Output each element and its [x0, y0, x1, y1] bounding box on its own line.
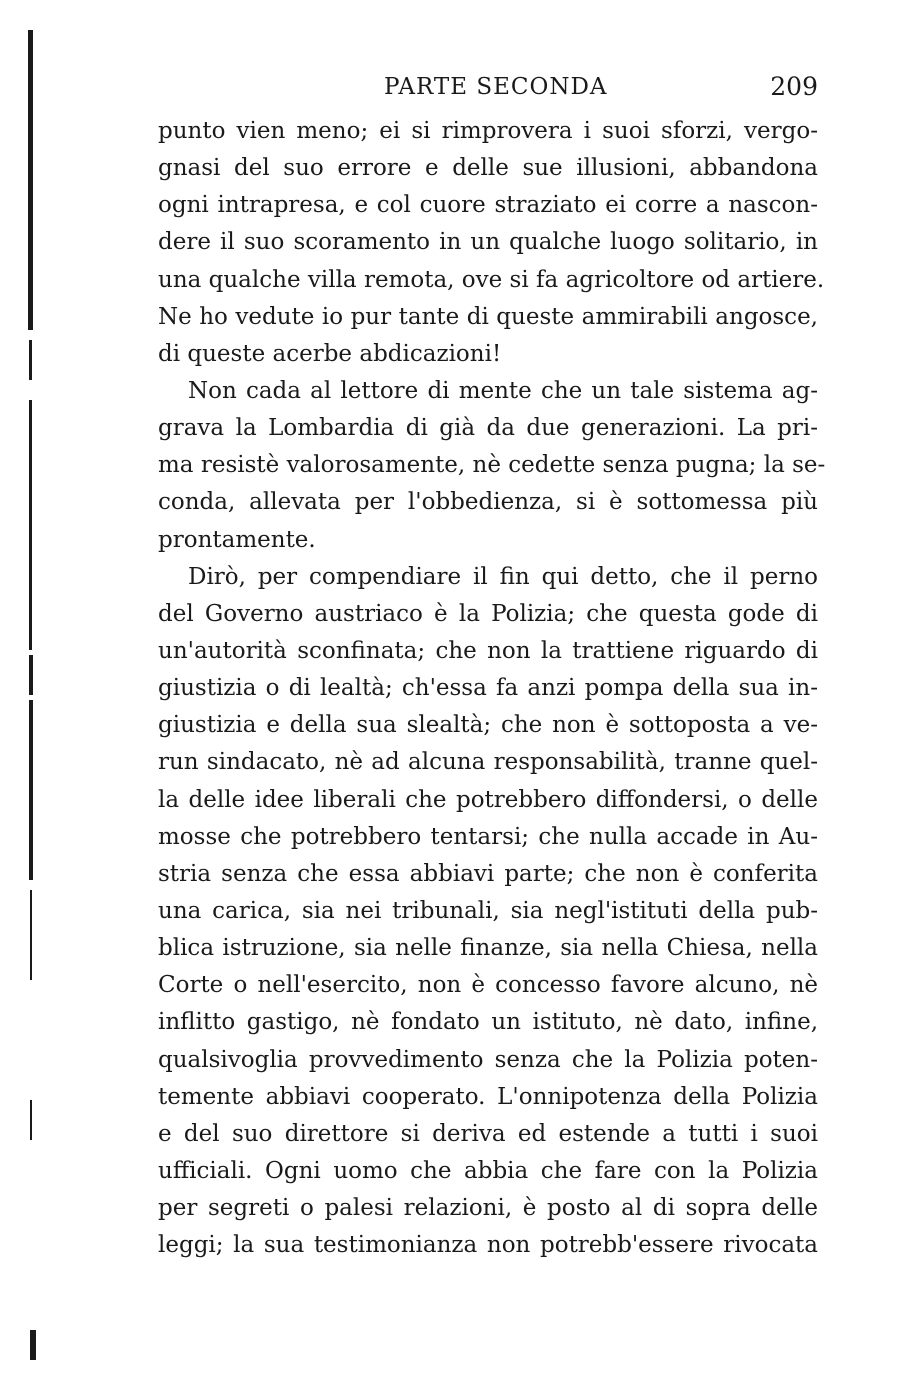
text-line: di queste acerbe abdicazioni!	[158, 340, 502, 367]
text-line: prontamente.	[158, 526, 316, 553]
text-line: gnasi del suo errore e delle sue illusioni, abbandona	[158, 155, 818, 182]
running-title: PARTE SECONDA	[384, 74, 608, 100]
text-line: Corte o nell'esercito, non è concesso favore alcuno, nè	[158, 972, 818, 999]
page-number: 209	[770, 72, 818, 101]
running-head	[158, 70, 818, 110]
text-line: Dirò, per compendiare il fin qui detto, che il perno	[188, 563, 818, 590]
text-line: e del suo direttore si deriva ed estende a tutti i suoi	[158, 1120, 818, 1147]
paragraph-1	[158, 113, 825, 373]
text-line: punto vien meno; ei si rimprovera i suoi sforzi, vergo-	[158, 118, 818, 144]
text-line: blica istruzione, sia nelle finanze, sia nella Chiesa, nella	[158, 935, 818, 962]
text-line: grava la Lombardia di già da due generazioni. La pri-	[158, 415, 818, 442]
text-line: una carica, sia nei tribunali, sia negl'istituti della pub-	[158, 897, 818, 924]
text-line: mosse che potrebbero tentarsi; che nulla accade in Au-	[158, 823, 818, 850]
paragraph-3	[158, 559, 818, 1265]
text-line: stria senza che essa abbiavi parte; che non è conferita	[158, 860, 818, 887]
text-line: Ne ho vedute io pur tante di queste ammirabili angosce,	[158, 303, 818, 330]
text-line: run sindacato, nè ad alcuna responsabilità, tranne quel-	[158, 749, 818, 776]
text-line: ma resistè valorosamente, nè cedette senza pugna; la se-	[158, 452, 826, 479]
text-line: qualsivoglia provvedimento senza che la Polizia poten-	[158, 1046, 818, 1073]
text-line: inflitto gastigo, nè fondato un istituto, nè dato, infine,	[158, 1009, 818, 1036]
text-line: giustizia e della sua slealtà; che non è sottoposta a ve-	[158, 712, 818, 739]
text-line: del Governo austriaco è la Polizia; che questa gode di	[158, 600, 818, 627]
text-line: la delle idee liberali che potrebbero diffondersi, o delle	[158, 786, 818, 813]
text-line: ufficiali. Ogni uomo che abbia che fare con la Polizia	[158, 1157, 818, 1184]
text-line: per segreti o palesi relazioni, è posto al di sopra delle	[158, 1195, 818, 1222]
paragraph-2	[158, 373, 826, 559]
text-line: conda, allevata per l'obbedienza, si è sottomessa più	[158, 489, 818, 516]
text-line: una qualche villa remota, ove si fa agricoltore od artiere.	[158, 266, 825, 293]
text-line: temente abbiavi cooperato. L'onnipotenza della Polizia	[158, 1083, 818, 1110]
body-text	[158, 113, 826, 1264]
text-line: dere il suo scoramento in un qualche luogo solitario, in	[158, 229, 818, 256]
text-line: leggi; la sua testimonianza non potrebb'essere rivocata	[158, 1232, 818, 1259]
text-line: un'autorità sconfinata; che non la trattiene riguardo di	[158, 637, 818, 664]
text-line: giustizia o di lealtà; ch'essa fa anzi pompa della sua in-	[158, 675, 818, 702]
text-line: ogni intrapresa, e col cuore straziato ei corre a nascon-	[158, 192, 818, 219]
binding-edge-mark	[26, 0, 38, 1381]
text-line: Non cada al lettore di mente che un tale sistema ag-	[188, 377, 818, 404]
